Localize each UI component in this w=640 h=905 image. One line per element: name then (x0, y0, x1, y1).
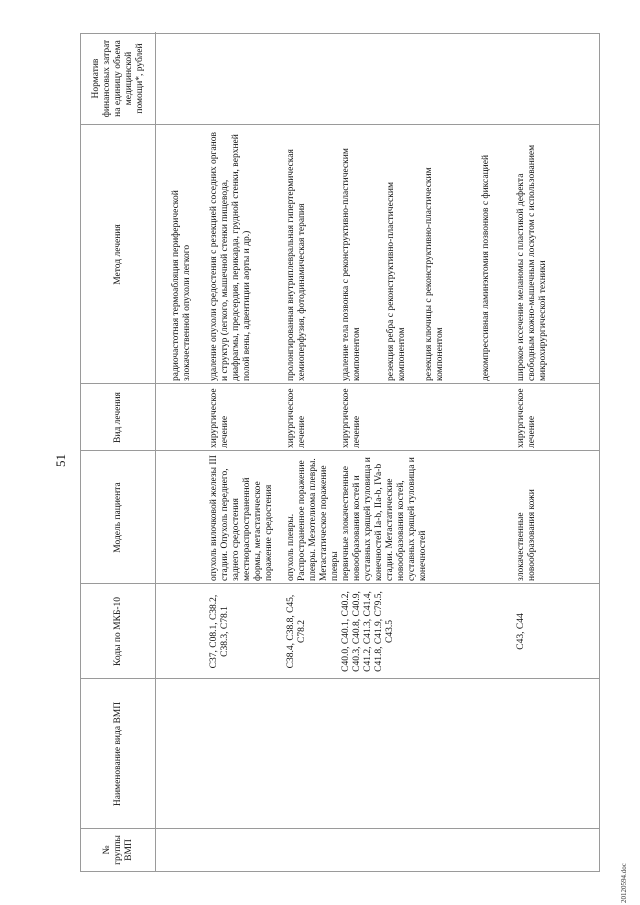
patient-model-cell: опухоль вилочковой железы III стадии. Опухоль переднего, заднего средостения местнораспространенной формы, метастатическое поражение средостения (209, 455, 274, 581)
header-patient-model: Модель пациента (81, 451, 156, 584)
method-cell: резекция ключицы с реконструктивно-пластическим компонентом (424, 167, 445, 381)
icd-cell: C43, C44 (516, 613, 526, 650)
treatment-type-cell: хирургическое лечение (286, 388, 307, 448)
header-group-no: № группы ВМП (81, 829, 156, 871)
vmp-table (80, 33, 600, 872)
file-name: 20120594.doc (620, 863, 628, 903)
column-cost-norm (81, 32, 599, 125)
column-group-no (81, 829, 599, 871)
icd-cell: C40.0, C40.1, C40.2, C40.3, C40.8, C40.9, C41.2, C41.3, C41.4, C41.8, C41.9, C79.5, C43.5 (341, 591, 395, 672)
method-cell: резекция ребра с реконструктивно-пластическим компонентом (386, 182, 407, 381)
method-cell: удаление опухоли средостения с резекцией соседних органов и структур (легкого, мышечной стенки пищевода, диафрагмы, предсердия, перикарда, грудной стенки, верхней полой вены, адвентиции аорты и др.) (209, 132, 252, 381)
patient-model-cell: злокачественные новообразования кожи (516, 489, 537, 581)
patient-model-cell: опухоль плевры. Распространенное поражение плевры. Мезотелиома плевры. Метастатическое поражение плевры (286, 458, 340, 581)
treatment-type-cell: хирургическое лечение (516, 388, 537, 448)
method-cell: удаление тела позвонка с реконструктивно-пластическим компонентом (341, 148, 362, 381)
column-vmp-type (81, 679, 599, 829)
header-vmp-type: Наименование вида ВМП (81, 679, 156, 829)
header-icd-codes: Коды по МКБ-10 (81, 584, 156, 679)
method-cell: широкое иссечение меланомы с пластикой дефекта свободным кожно-мышечным лоскутом с использованием микрохирургической техники (516, 144, 548, 381)
header-treatment-method: Метод лечения (81, 125, 156, 384)
patient-model-cell: первичные злокачественные новообразования костей и суставных хрящей туловища и конечностей Ia-b, IIa-b, IVa-b стадии. Метастатические новообразования костей, суставных хрящей туловища и конечностей (341, 457, 428, 581)
page-number: 51 (53, 454, 68, 467)
method-cell: пролонгированная внутриплевральная гипертермическая хемиоперфузия, фотодинамическая терапия (286, 149, 307, 381)
method-cell: радиочастотная термоабляция периферической злокачественной опухоли легкого (171, 190, 192, 381)
header-cost-norm: Норматив финансовых затрат на единицу объема медицинской помощи*, рублей (81, 32, 156, 125)
treatment-type-cell: хирургическое лечение (209, 388, 230, 448)
treatment-type-cell: хирургическое лечение (341, 388, 362, 448)
icd-cell: C38.4, C38.8, C45, C78.2 (286, 594, 307, 669)
header-treatment-type: Вид лечения (81, 384, 156, 451)
method-cell: декомпрессивная ламинэктомия позвонков с фиксацией (481, 154, 491, 381)
icd-cell: C37, C08.1, C38.2, C38.3, C78.1 (209, 594, 230, 669)
